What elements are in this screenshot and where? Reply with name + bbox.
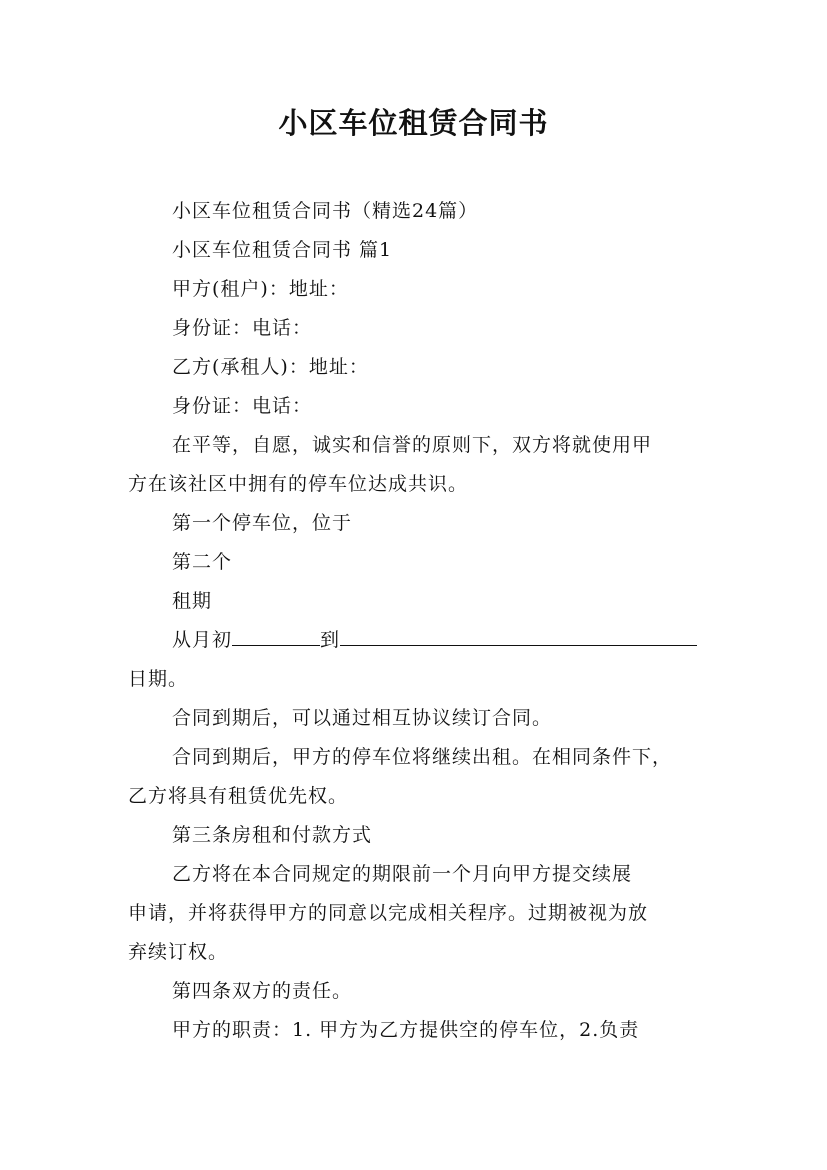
intro-paragraph-line1: 在平等，自愿，诚实和信誉的原则下，双方将就使用甲	[172, 434, 653, 456]
intro-paragraph-line2: 方在该社区中拥有的停车位达成共识。	[128, 473, 469, 495]
continue-paragraph-line2: 乙方将具有租赁优先权。	[128, 785, 349, 807]
article-3-heading: 第三条房租和付款方式	[172, 824, 373, 846]
continue-paragraph-line1: 合同到期后，甲方的停车位将继续出租。在相同条件下，	[172, 746, 673, 768]
lease-period-line	[172, 627, 697, 653]
renew-line: 合同到期后，可以通过相互协议续订合同。	[172, 707, 553, 729]
apply-paragraph-line1: 乙方将在本合同规定的期限前一个月向甲方提交续展	[172, 863, 633, 885]
article-4-heading: 第四条双方的责任。	[172, 980, 353, 1002]
to-label: 到	[320, 629, 341, 651]
party-a-id-line: 身份证：电话：	[172, 317, 313, 339]
apply-paragraph-line2: 申请，并将获得甲方的同意以完成相关程序。过期被视为放	[128, 902, 649, 924]
apply-paragraph-line3: 弃续订权。	[128, 941, 229, 963]
party-b-line: 乙方(承租人)：地址：	[172, 356, 369, 378]
end-date-blank	[340, 627, 697, 646]
date-line: 日期。	[128, 668, 189, 690]
from-label: 从月初	[172, 629, 233, 651]
document-subtitle: 小区车位租赁合同书（精选24篇）	[172, 200, 479, 222]
second-line: 第二个	[172, 551, 233, 573]
party-b-id-line: 身份证：电话：	[172, 395, 313, 417]
start-date-blank	[232, 627, 320, 646]
duty-line: 甲方的职责：1. 甲方为乙方提供空的停车位，2.负责	[172, 1019, 640, 1041]
party-a-line: 甲方(租户)：地址：	[172, 278, 349, 300]
document-title: 小区车位租赁合同书	[278, 106, 549, 140]
lease-term-line: 租期	[172, 590, 213, 612]
section-heading: 小区车位租赁合同书 篇1	[172, 239, 393, 261]
first-space-line: 第一个停车位，位于	[172, 512, 353, 534]
